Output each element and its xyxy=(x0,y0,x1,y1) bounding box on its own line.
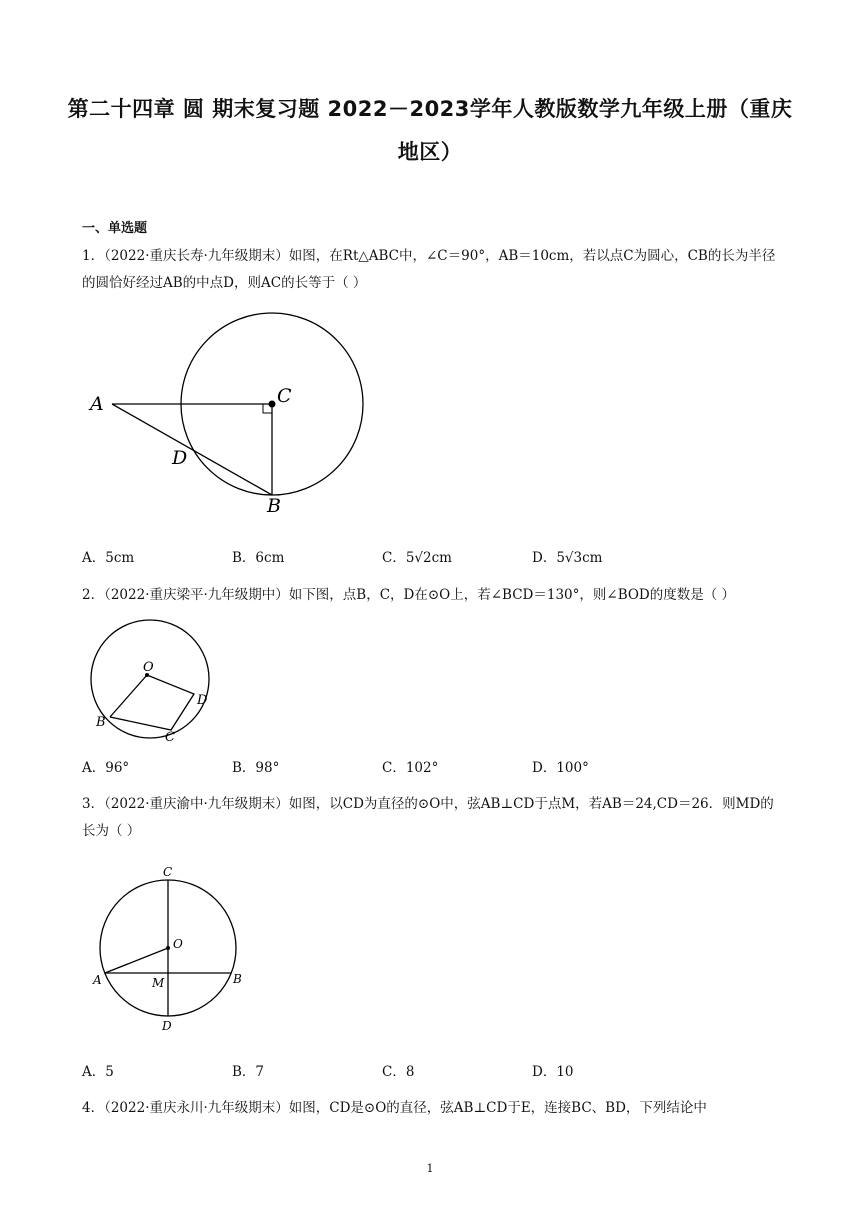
option-d[interactable]: D．100° xyxy=(532,760,589,776)
label-a: A xyxy=(93,973,102,987)
section-heading: 一、单选题 xyxy=(82,221,148,236)
circle-o xyxy=(91,620,209,738)
question-3-options xyxy=(82,1060,762,1080)
option-a[interactable]: A．5cm xyxy=(82,550,135,566)
question-1-figure xyxy=(82,305,382,520)
center-dot xyxy=(269,401,276,408)
option-d[interactable]: D．10 xyxy=(532,1064,574,1080)
label-o: O xyxy=(143,660,154,675)
center-dot xyxy=(166,946,170,950)
page-number: 1 xyxy=(426,1162,434,1175)
question-1-options xyxy=(82,546,762,566)
label-d: D xyxy=(162,1019,172,1033)
question-2-stem: 2．（2022·重庆梁平·九年级期中）如下图，点B，C，D在⊙O上，若∠BCD＝130°，则∠BOD的度数是（ ） xyxy=(82,587,736,603)
label-b: B xyxy=(233,972,242,986)
option-a[interactable]: A．5 xyxy=(82,1064,114,1080)
page-title: 第二十四章 圆 期末复习题 2022－2023学年人教版数学九年级上册（重庆地区） xyxy=(67,97,793,164)
option-b[interactable]: B．6cm xyxy=(232,550,285,566)
question-3-figure xyxy=(82,862,257,1037)
question-3-stem: 3．（2022·重庆渝中·九年级期末）如图，以CD为直径的⊙O中，弦AB⊥CD于点M，若AB＝24,CD＝26．则MD的长为（ ） xyxy=(82,796,774,839)
option-c[interactable]: C．102° xyxy=(382,760,439,776)
label-m: M xyxy=(152,976,165,990)
label-o: O xyxy=(173,937,183,951)
question-4-stem: 4．（2022·重庆永川·九年级期末）如图，CD是⊙O的直径，弦AB⊥CD于E，连接BC、BD，下列结论中 xyxy=(82,1100,707,1116)
option-c[interactable]: C．8 xyxy=(382,1064,415,1080)
label-c: C xyxy=(165,730,175,743)
question-2-options xyxy=(82,756,762,776)
option-d[interactable]: D．5√3cm xyxy=(532,550,603,566)
question-1-stem: 1．（2022·重庆长寿·九年级期末）如图，在Rt△ABC中，∠C＝90°，AB＝10cm，若以点C为圆心，CB的长为半径的圆恰好经过AB的中点D，则AC的长等于（ ） xyxy=(82,248,776,291)
label-c: C xyxy=(277,385,292,407)
option-c[interactable]: C．5√2cm xyxy=(382,550,452,566)
option-b[interactable]: B．98° xyxy=(232,760,280,776)
segment-ao xyxy=(105,948,168,973)
label-d: D xyxy=(172,447,188,469)
segment-ab xyxy=(112,404,272,495)
label-d: D xyxy=(197,693,208,708)
polygon-bocd xyxy=(110,675,194,730)
label-b: B xyxy=(96,715,106,730)
label-b: B xyxy=(267,495,281,517)
option-a[interactable]: A．96° xyxy=(82,760,130,776)
option-b[interactable]: B．7 xyxy=(232,1064,265,1080)
label-a: A xyxy=(90,393,104,415)
question-2-figure xyxy=(82,618,222,743)
label-c: C xyxy=(163,865,173,879)
